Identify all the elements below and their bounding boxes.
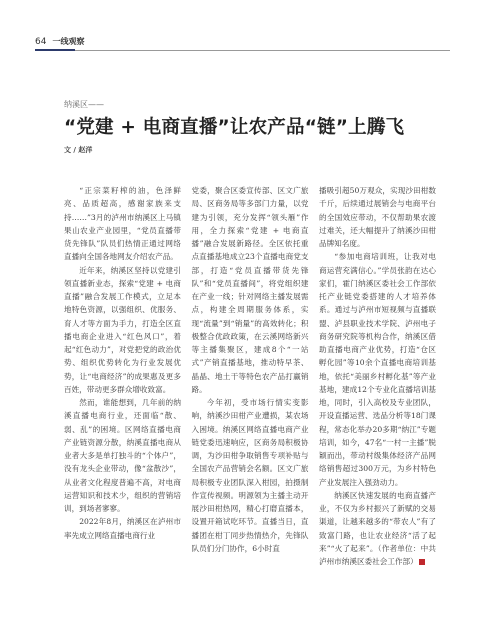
paragraph: 党委，聚合区委宣传部、区文广旅局、区商务局等多部门力量，以党建为引领，充分发挥“领头雁”作用，全力探索“党建 + 电商直播”融合发展新路径。全区依托重点直播基地成立23个直播电商党支部，打造“党员直播带货先锋队”和“党员直播间”，将党组织建在产业一线；针对网络主播发展需点，构建全周期服务体系，实现“流量”到“销量”的高效转化；积极整合优政政策，在云溪网络新兴等主播集聚区，建成8个“一站式”产销直播基地，推动特早茶、晶晶、地土干等特色农产品打赢销路。	[191, 186, 309, 394]
paragraph	[319, 489, 436, 569]
paragraph: “参加电商培训班，让我对电商运营充满信心。”学员张韵在达心家们，霍门纳溪区委社会工作部依托产业链党委搭建的人才培养体系。通过与泸州市短视频与直播联盟、泸县职业技术学院、泸州电子商务研究院等机构合作，纳溪区借助直播电商产业优势，打造“仓区孵化园”等10余个直播电商培训基地，依托“美丽乡村孵化基”等产业基地，建成12个专业化直播培训基地，同时，引入高校及专业团队，开设直播运营、选品分析等18门课程，常态化举办20多期“纳江”专题培训，如今，47名“一村一主播”脱颖而出，带动村级集体经济产品网络销售超过300万元，为乡村特色产业发展注入强劲动力。	[319, 252, 436, 487]
article-title: “党建 + 电商直播”让农产品“链”上腾飞	[64, 117, 405, 138]
page-number: 64	[35, 37, 47, 47]
paragraph: 2022年8月，纳溪区在泸州市率先成立网络直播电商行业	[64, 517, 181, 540]
article-kicker: 纳溪区——	[64, 100, 104, 109]
header-rule-accent	[35, 49, 75, 51]
end-mark-icon	[419, 559, 425, 565]
paragraph-text: 纳溪区快速发展的电商直播产业，不仅为乡村振兴了新赋的交易渠道，让越来越多的“带农人”有了致富门路，也让农业经济“活了起来”“火了起来”。（作者单位：中共泸州市纳溪区委社会工作部）	[319, 490, 436, 566]
column-1	[64, 184, 181, 568]
paragraph: 近年来，纳溪区坚持以党建引领直播新业态，探索“党建 + 电商直播”融合发展工作模式，立足本地特色资源，以强组织、优服务、育人才等方面为手力，打造全区直播电商企业进入“红色风口”，着起“红色动力”，对党把党的政治优势、组织优势转化为行业发展优势，让“电商经济”的成果惠及更多百姓，带动更多群众增收致富。	[64, 265, 181, 394]
paragraph: 然而，谁能想到，几年前的纳溪直播电商行业，还面临“散、弱、乱”的困境。区网络直播电商产业链资源分散，纳溪直播电商从业者大多是单打独斗的“个体户”，没有龙头企业带动，像“盆散沙”，从业者文化程度普遍不高，对电商运营知识和技术少，组织的营销培训，到场者寥寥。	[64, 398, 181, 513]
column-3	[319, 184, 436, 568]
section-name: 一线观察	[52, 37, 85, 46]
page-header	[35, 36, 84, 50]
paragraph: 今年初，受市场行情实变影响，纳溪沙田柑产业遭损，某农场入困境。纳溪区网络直播电商产业链党委迅速响应，区商务局积极协调，为沙田柑争取销售专项补贴与全国农产品营销会名额。区文广旅局积极专业团队深入柑园，拍摄制作宣传视频。明源领为主播主动开展沙田柑热网，精心打磨直播本，设置开箱试吃环节。直播当日，直播团在柑丁同步热情热介，先锋队队员们分门协作，6小时直	[191, 398, 309, 553]
column-2	[192, 184, 309, 568]
paragraph: “正宗菜籽榨的油，色泽鲜亮、品质超高，感谢家族来支持……”3月的泸州市纳溪区上马镇果山农业产业园里，“党员直播带货先锋队”队员们热情正通过网络直播向全国各地网友介绍农产品。	[64, 186, 181, 262]
header-rule	[35, 50, 450, 51]
paragraph: 播吸引超50万观众，实现沙田柑数千斤，后续通过展销会与电商平台的全国效应带动，不仅帮助果农渡过难关，还大幅提升了纳溪沙田柑品牌知名度。	[319, 186, 436, 248]
article-byline: 文 / 赵洋	[64, 146, 93, 154]
article-body	[64, 184, 436, 568]
